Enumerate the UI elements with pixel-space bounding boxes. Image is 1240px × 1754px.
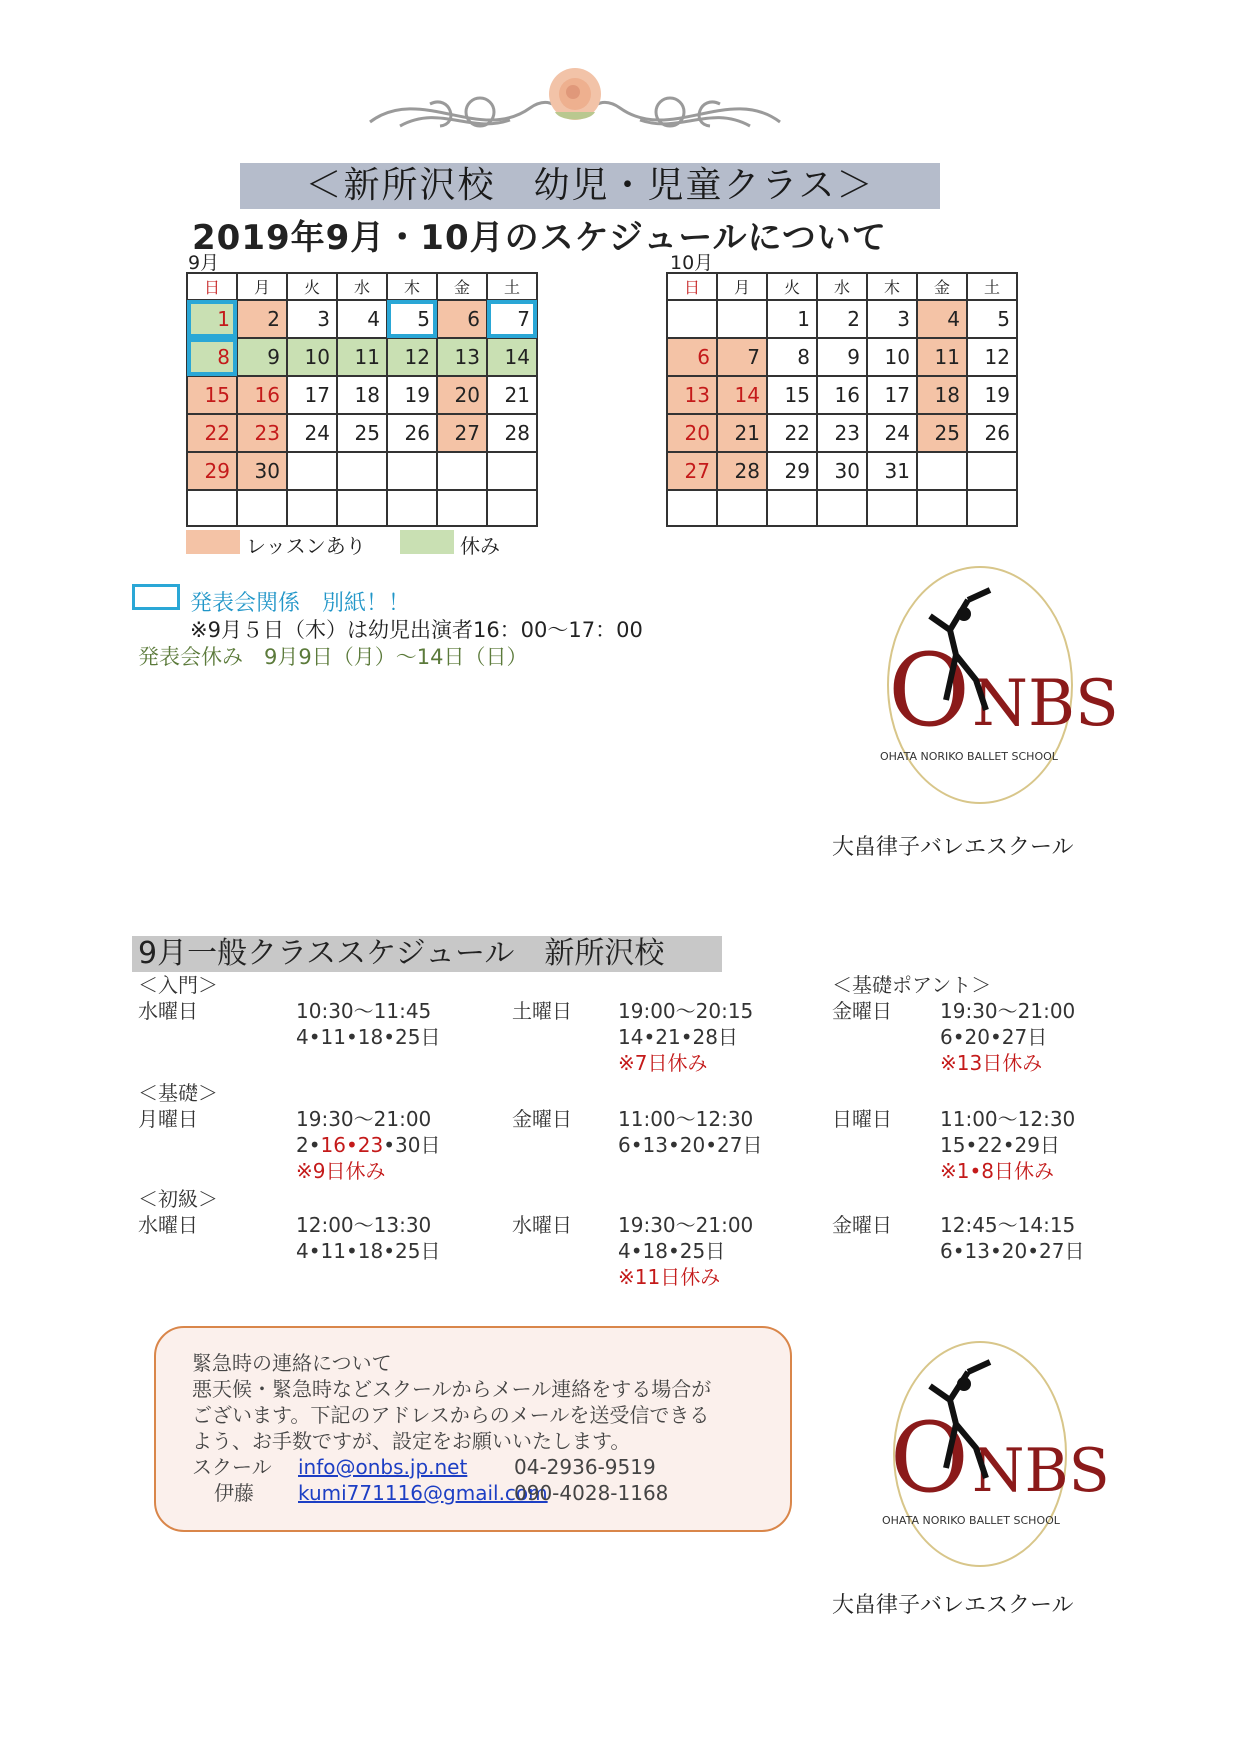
calendar-day-cell: 16 [817,376,867,414]
ito-contact-label: 伊藤 [214,1481,254,1505]
class-dates: 15•22•29日 [940,1133,1060,1157]
weekday-header: 日 [667,273,717,300]
logo-caption: OHATA NORIKO BALLET SCHOOL [880,750,1058,763]
contact-text: 悪天候・緊急時などスクールからメール連絡をする場合が [192,1377,712,1401]
calendar-day-cell [437,490,487,526]
calendar-day-cell: 13 [667,376,717,414]
calendar-day-cell: 27 [667,452,717,490]
calendar-day-cell [867,490,917,526]
calendar-day-cell: 22 [187,414,237,452]
class-day: 金曜日 [832,999,892,1023]
weekday-header: 火 [767,273,817,300]
calendar-day-cell: 18 [917,376,967,414]
class-dates: 4•11•18•25日 [296,1025,441,1049]
school-contact-label: スクール [192,1455,272,1479]
event-note: 発表会関係 別紙！！ [190,591,411,616]
calendar-day-cell [187,490,237,526]
calendar-day-cell: 1 [187,300,237,338]
weekday-header: 月 [237,273,287,300]
ito-phone: 090-4028-1168 [514,1481,669,1505]
calendar-day-cell [337,452,387,490]
class-time: 11:00〜12:30 [940,1107,1076,1131]
school-logo [860,1336,1110,1576]
calendar-day-cell: 17 [287,376,337,414]
calendar-day-cell [917,452,967,490]
calendar-day-cell: 4 [337,300,387,338]
svg-text:NBS: NBS [972,667,1119,741]
calendar-day-cell: 5 [967,300,1017,338]
calendar-day-cell: 6 [667,338,717,376]
class-dates: 6•20•27日 [940,1025,1048,1049]
class-time: 12:00〜13:30 [296,1213,432,1237]
page-title: ＜新所沢校 幼児・児童クラス＞ [240,163,940,209]
class-rest-note: ※11日休み [618,1265,721,1289]
calendar-day-cell: 19 [387,376,437,414]
calendar-day-cell [487,490,537,526]
ballerina-logo-icon [860,560,1119,810]
nyumon-label: ＜入門＞ [138,973,218,997]
school-phone: 04-2936-9519 [514,1455,656,1479]
calendar-day-cell [667,490,717,526]
ballerina-logo-icon [860,1336,1110,1576]
calendar-week-row [667,452,1017,490]
class-rest-note: ※9日休み [296,1159,386,1183]
october-calendar [666,272,1018,527]
calendar-day-cell: 23 [817,414,867,452]
calendar-day-cell: 7 [717,338,767,376]
class-dates [296,1132,440,1158]
calendar-day-cell: 24 [287,414,337,452]
class-time: 19:30〜21:00 [940,999,1076,1023]
contact-text: ございます。下記のアドレスからのメールを送受信できる [192,1403,710,1427]
shokyu-label: ＜初級＞ [138,1187,218,1211]
page-subtitle: 2019年9月・10月のスケジュールについて [192,218,887,258]
calendar-day-cell: 19 [967,376,1017,414]
calendar-day-cell: 27 [437,414,487,452]
calendar-day-cell: 26 [967,414,1017,452]
logo-caption: OHATA NORIKO BALLET SCHOOL [882,1514,1060,1527]
class-time: 19:30〜21:00 [296,1107,432,1131]
calendar-day-cell [717,490,767,526]
calendar-week-row [667,414,1017,452]
calendar-week-row [187,376,537,414]
calendar-day-cell: 17 [867,376,917,414]
calendar-day-cell: 15 [187,376,237,414]
calendar-day-cell: 21 [487,376,537,414]
weekday-header: 水 [337,273,387,300]
calendar-week-row [667,338,1017,376]
general-schedule-title: 9月一般クラススケジュール 新所沢校 [132,936,722,972]
calendar-day-cell: 14 [717,376,767,414]
calendar-day-cell: 23 [237,414,287,452]
dates-part: 2• [296,1133,321,1157]
calendar-day-cell: 29 [767,452,817,490]
calendar-week-row [667,490,1017,526]
class-time: 19:00〜20:15 [618,999,754,1023]
calendar-day-cell: 3 [287,300,337,338]
calendar-day-cell: 9 [817,338,867,376]
class-day: 日曜日 [832,1107,892,1131]
calendar-day-cell: 16 [237,376,287,414]
calendar-week-row [187,490,537,526]
october-label: 10月 [670,252,714,274]
calendar-day-cell [387,452,437,490]
calendar-day-cell [667,300,717,338]
calendar-week-row [667,376,1017,414]
event-detail-note: ※9月５日（木）は幼児出演者16：00〜17：00 [190,618,643,642]
calendar-day-cell: 5 [387,300,437,338]
calendar-day-cell: 28 [717,452,767,490]
calendar-day-cell [337,490,387,526]
class-dates: 14•21•28日 [618,1025,738,1049]
school-name: 大畠律子バレエスクール [832,1593,1074,1618]
legend-lesson-label: レッスンあり [246,534,366,558]
class-time: 10:30〜11:45 [296,999,432,1023]
calendar-day-cell: 30 [237,452,287,490]
calendar-day-cell [287,452,337,490]
weekday-header: 火 [287,273,337,300]
school-logo [860,560,1119,810]
calendar-day-cell [287,490,337,526]
class-day: 水曜日 [512,1213,572,1237]
calendar-day-cell: 18 [337,376,387,414]
class-dates: 6•13•20•27日 [940,1239,1085,1263]
class-rest-note: ※13日休み [940,1051,1043,1075]
svg-text:NBS: NBS [972,1436,1110,1506]
calendar-day-cell [437,452,487,490]
calendar-week-row [187,452,537,490]
contact-text: よう、お手数ですが、設定をお願いいたします。 [192,1429,631,1453]
class-time: 11:00〜12:30 [618,1107,754,1131]
calendar-day-cell [967,490,1017,526]
weekday-header: 金 [917,273,967,300]
class-dates: 4•18•25日 [618,1239,726,1263]
calendar-day-cell: 3 [867,300,917,338]
legend-event-swatch [132,584,180,610]
school-name: 大畠律子バレエスクール [832,835,1074,860]
september-calendar [186,272,538,527]
calendar-day-cell: 14 [487,338,537,376]
calendar-day-cell: 25 [337,414,387,452]
calendar-day-cell: 9 [237,338,287,376]
class-day: 月曜日 [138,1107,198,1131]
rest-period-note: 発表会休み 9月9日（月）〜14日（日） [138,645,528,669]
class-day: 金曜日 [512,1107,572,1131]
calendar-week-row [187,338,537,376]
class-day: 水曜日 [138,999,198,1023]
calendar-day-cell [487,452,537,490]
class-time: 19:30〜21:00 [618,1213,754,1237]
weekday-header: 木 [867,273,917,300]
kiso-label: ＜基礎＞ [138,1081,218,1105]
class-rest-note: ※7日休み [618,1051,708,1075]
calendar-day-cell: 15 [767,376,817,414]
legend-lesson-swatch [186,530,240,554]
calendar-day-cell: 29 [187,452,237,490]
svg-text:O: O [890,1402,969,1514]
calendar-day-cell [817,490,867,526]
calendar-day-cell: 13 [437,338,487,376]
calendar-day-cell: 24 [867,414,917,452]
calendar-day-cell: 20 [667,414,717,452]
class-day: 水曜日 [138,1213,198,1237]
calendar-week-row [667,300,1017,338]
calendar-day-cell: 22 [767,414,817,452]
calendar-day-cell: 30 [817,452,867,490]
class-time: 12:45〜14:15 [940,1213,1076,1237]
calendar-day-cell: 31 [867,452,917,490]
calendar-day-cell: 11 [337,338,387,376]
ito-email-link[interactable]: kumi771116@gmail.com [298,1481,548,1505]
calendar-day-cell: 26 [387,414,437,452]
class-day: 金曜日 [832,1213,892,1237]
dates-part: •30日 [383,1133,441,1157]
calendar-day-cell: 8 [767,338,817,376]
calendar-day-cell: 8 [187,338,237,376]
calendar-day-cell: 1 [767,300,817,338]
calendar-day-cell: 20 [437,376,487,414]
calendar-day-cell [387,490,437,526]
calendar-day-cell [717,300,767,338]
class-day: 土曜日 [512,999,572,1023]
calendar-day-cell: 7 [487,300,537,338]
calendar-day-cell [237,490,287,526]
dates-highlight: 16•23 [320,1133,384,1157]
weekday-header: 土 [967,273,1017,300]
legend-rest-swatch [400,530,454,554]
weekday-header: 水 [817,273,867,300]
calendar-day-cell: 25 [917,414,967,452]
rose-ornament-icon [360,64,790,140]
calendar-day-cell: 2 [817,300,867,338]
calendar-day-cell: 11 [917,338,967,376]
calendar-day-cell [767,490,817,526]
calendar-day-cell: 10 [867,338,917,376]
contact-heading: 緊急時の連絡について [192,1351,392,1375]
calendar-day-cell: 12 [967,338,1017,376]
september-label: 9月 [188,252,220,274]
class-dates: 4•11•18•25日 [296,1239,441,1263]
calendar-day-cell: 10 [287,338,337,376]
legend-rest-label: 休み [460,534,500,558]
calendar-day-cell: 21 [717,414,767,452]
calendar-day-cell [917,490,967,526]
weekday-header: 金 [437,273,487,300]
weekday-header: 月 [717,273,767,300]
weekday-header: 日 [187,273,237,300]
school-email-link[interactable]: info@onbs.jp.net [298,1455,468,1479]
weekday-header: 土 [487,273,537,300]
calendar-day-cell: 4 [917,300,967,338]
pointe-label: ＜基礎ポアント＞ [832,973,992,997]
class-dates: 6•13•20•27日 [618,1133,763,1157]
calendar-week-row [187,414,537,452]
svg-text:O: O [888,632,970,749]
weekday-header: 木 [387,273,437,300]
calendar-day-cell: 2 [237,300,287,338]
calendar-day-cell: 12 [387,338,437,376]
calendar-week-row [187,300,537,338]
calendar-day-cell [967,452,1017,490]
calendar-day-cell: 28 [487,414,537,452]
calendar-day-cell: 6 [437,300,487,338]
class-rest-note: ※1•8日休み [940,1159,1055,1183]
emergency-contact-box [154,1326,792,1532]
